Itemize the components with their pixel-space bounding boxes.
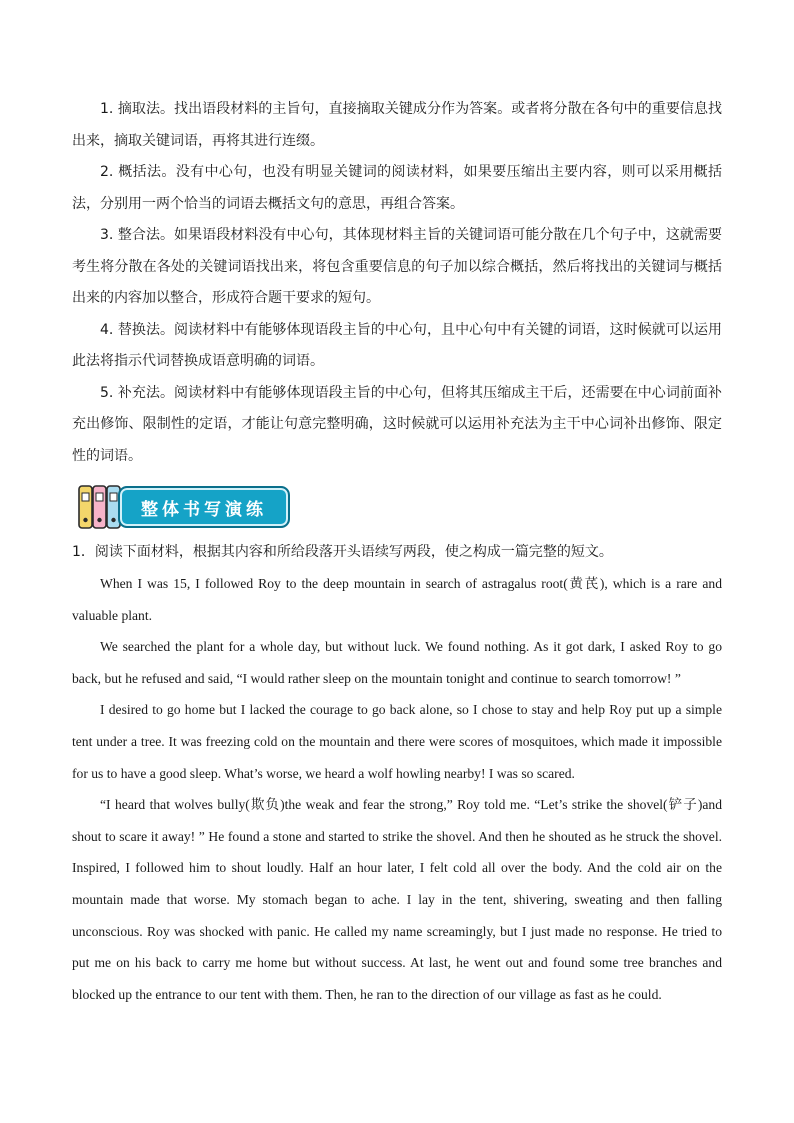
- passage-paragraph: When I was 15, I followed Roy to the deep mountain in search of astragalus root(黄芪), which is a rare and valuable plant.: [72, 576, 722, 623]
- method-paragraph: 4. 替换法。阅读材料中有能够体现语段主旨的中心句，且中心句中有关键的词语，这时候就可以运用此法将指示代词替换成语意明确的词语。: [72, 321, 722, 369]
- section-title: 整体书写演练: [141, 500, 267, 520]
- method-paragraph: 2. 概括法。没有中心句，也没有明显关键词的阅读材料，如果要压缩出主要内容，则可以采用概括法，分别用一两个恰当的词语去概括文句的意思，再组合答案。: [72, 164, 722, 212]
- document-page: [72, 94, 722, 1010]
- passage-paragraph: “I heard that wolves bully(欺负)the weak and fear the strong,” Roy told me. “Let’s strike the shovel(铲子)and shout to scare it away! ” He found a stone and started to strike the shovel. And then he shouted as he struck the shovel. Inspired, I followed him to shout loudly. Half an hour later, I felt cold all over the body. And the cold air on the mountain made that worse. My stomach began to ache. I lay in the tent, shivering, sweating and then falling unconscious. Roy was shocked with panic. He called my name screamingly, but I just made no response. He tried to put me on his back to carry me home but without success. At last, he went out and found some tree branches and blocked up the entrance to our tent with them. Then, he ran to the direction of our village as fast as he could.: [72, 797, 722, 1002]
- books-icon: [78, 484, 122, 530]
- passage-paragraph: We searched the plant for a whole day, but without luck. We found nothing. As it got dark, I asked Roy to go back, but he refused and said, “I would rather sleep on the mountain tonight and continue to search tomorrow! ”: [72, 639, 722, 686]
- section-banner: [78, 480, 722, 534]
- method-paragraph: 1. 摘取法。找出语段材料的主旨句，直接摘取关键成分作为答案。或者将分散在各句中的重要信息找出来，摘取关键词语，再将其进行连缀。: [72, 101, 722, 149]
- section-title-box: [118, 486, 290, 528]
- method-paragraph: 5. 补充法。阅读材料中有能够体现语段主旨的中心句，但将其压缩成主干后，还需要在中心词前面补充出修饰、限制性的定语，才能让句意完整明确，这时候就可以运用补充法为主干中心词补出修饰、限定性的词语。: [72, 384, 722, 464]
- method-paragraph: 3. 整合法。如果语段材料没有中心句，其体现材料主旨的关键词语可能分散在几个句子中，这就需要考生将分散在各处的关键词语找出来，将包含重要信息的句子加以综合概括，然后将找出的关键词与概括出来的内容加以整合，形成符合题干要求的短句。: [72, 227, 722, 306]
- question-prompt: 1．阅读下面材料，根据其内容和所给段落开头语续写两段，使之构成一篇完整的短文。: [72, 544, 613, 560]
- passage-paragraph: I desired to go home but I lacked the courage to go back alone, so I chose to stay and help Roy put up a simple tent under a tree. It was freezing cold on the mountain and there were scores of mosquitoes, which made it impossible for us to have a good sleep. What’s worse, we heard a wolf howling nearby! I was so scared.: [72, 702, 722, 781]
